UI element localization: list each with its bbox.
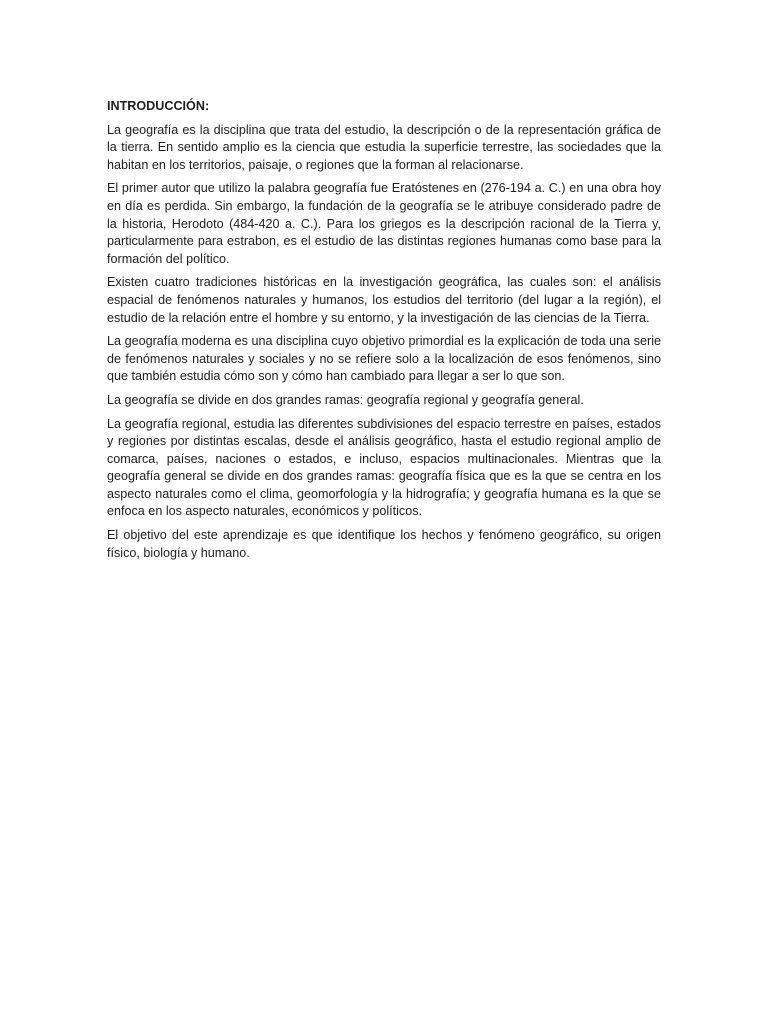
paragraph-modern-geography: La geografía moderna es una disciplina cuyo objetivo primordial es la explicación de toda una serie de fenómenos naturales y sociales y no se refiere solo a la localización de esos fenómenos, sino que también estudia cómo son y cómo han cambiado para llegar a ser lo que son. (107, 334, 661, 384)
paragraph-regional-general: La geografía regional, estudia las diferentes subdivisiones del espacio terrestre en países, estados y regiones por distintas escalas, desde el análisis geográfico, hasta el estudio regional amplio de comarca, países, naciones o estados, e incluso, espacios multinacionales. Mientras que la geografía general se divide en dos grandes ramas: geografía física que es la que se centra en los aspecto naturales como el clima, geomorfología y la hidrografía; y geografía humana es la que se enfoca en los aspecto naturales, económicos y políticos. (107, 416, 661, 519)
section-heading: INTRODUCCIÓN: (107, 99, 210, 113)
paragraph-branches: La geografía se divide en dos grandes ramas: geografía regional y geografía general. (107, 392, 584, 407)
paragraph-objective: El objetivo del este aprendizaje es que identifique los hechos y fenómeno geográfico, su origen físico, biología y humano. (107, 528, 661, 560)
paragraph-definition: La geografía es la disciplina que trata del estudio, la descripción o de la representación gráfica de la tierra. En sentido amplio es la ciencia que estudia la superficie terrestre, las sociedades que la habitan en los territorios, paisaje, o regiones que la forman al relacionarse. (107, 122, 661, 172)
document-body (107, 98, 661, 568)
paragraph-history: El primer autor que utilizo la palabra geografía fue Eratóstenes en (276-194 a. C.) en una obra hoy en día es perdida. Sin embargo, la fundación de la geografía se le atribuye considerado padre de la historia, Herodoto (484-420 a. C.). Para los griegos es la descripción racional de la Tierra y, particularmente para estrabon, es el estudio de las distintas regiones humanas como base para la formación del político. (107, 181, 661, 266)
paragraph-traditions: Existen cuatro tradiciones históricas en la investigación geográfica, las cuales son: el análisis espacial de fenómenos naturales y humanos, los estudios del territorio (del lugar a la región), el estudio de la relación entre el hombre y su entorno, y la investigación de las ciencias de la Tierra. (107, 275, 661, 325)
